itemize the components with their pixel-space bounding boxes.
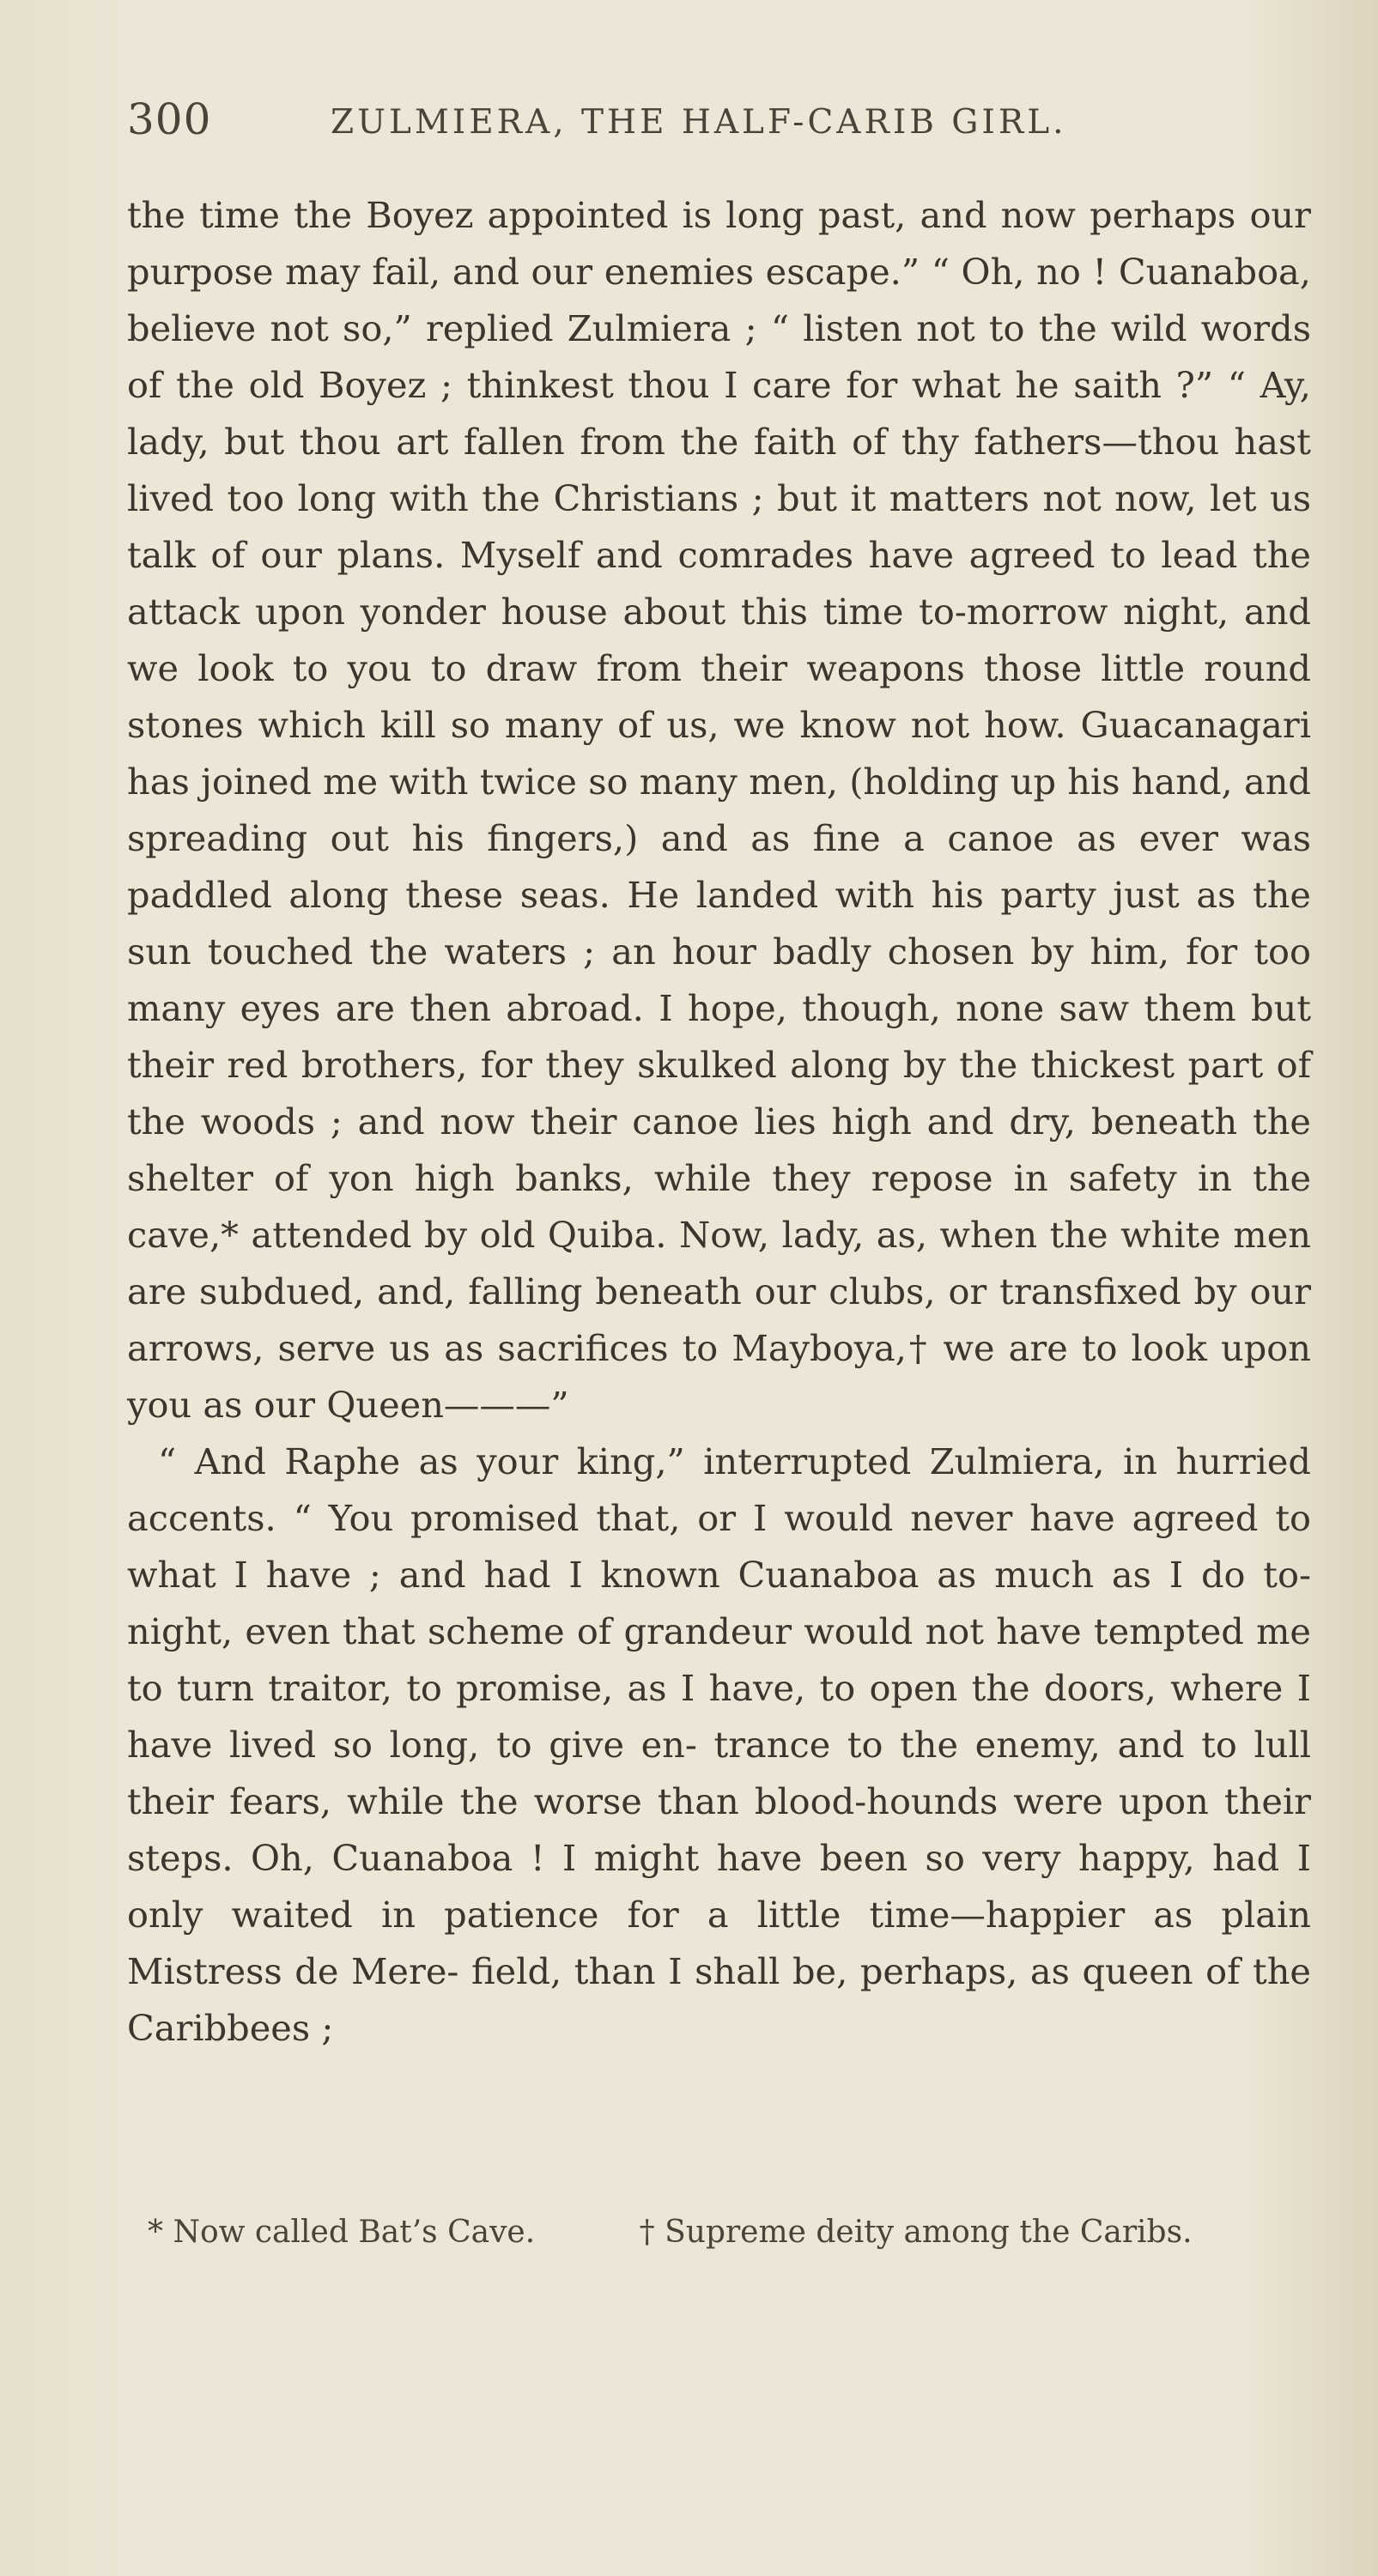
running-title: ZULMIERA, THE HALF-CARIB GIRL. <box>331 103 1067 142</box>
paragraph: the time the Boyez appointed is long past, and now perhaps our purpose may fail, and our enemies escape.” “ Oh, no ! Cuanaboa, believe not so,” replied Zulmiera ; “ listen not to the wild words of the old Boyez ; thinkest thou I care for what he saith ?” “ Ay, lady, but thou art fallen from the faith of thy fathers—thou hast lived too long with the Christians ; but it matters not now, let us talk of our plans. Myself and comrades have agreed to lead the attack upon yonder house about this time to-morrow night, and we look to you to draw from their weapons those little round stones which kill so many of us, we know not how. Guacanagari has joined me with twice so many men, (holding up his hand, and spreading out his fingers,) and as fine a canoe as ever was paddled along these seas. He landed with his party just as the sun touched the waters ; an hour badly chosen by him, for too many eyes are then abroad. I hope, though, none saw them but their red brothers, for they skulked along by the thickest part of the woods ; and now their canoe lies high and dry, beneath the shelter of yon high banks, while they repose in safety in the cave,* attended by old Quiba. Now, lady, as, when the white men are subdued, and, falling beneath our clubs, or transfixed by our arrows, serve us as sacrifices to Mayboya,† we are to look upon you as our Queen———” <box>127 194 1311 1426</box>
footnote: † Supreme deity among the Caribs. <box>639 2215 1193 2250</box>
page-header <box>127 94 1311 156</box>
footnote: * Now called Bat’s Cave. <box>148 2215 536 2250</box>
body-text <box>127 187 1311 2057</box>
page-number: 300 <box>127 94 212 144</box>
paragraph: “ And Raphe as your king,” interrupted Zulmiera, in hurried accents. “ You promised that, or I would never have agreed to what I have ; and had I known Cuanaboa as much as I do to-night, even that scheme of grandeur would not have tempted me to turn traitor, to promise, as I have, to open the doors, where I have lived so long, to give en- trance to the enemy, and to lull their fears, while the worse than blood-hounds were upon their steps. Oh, Cuanaboa ! I might have been so very happy, had I only waited in patience for a little time—happier as plain Mistress de Mere- field, than I shall be, perhaps, as queen of the Caribbees ; <box>127 1440 1311 2049</box>
footnotes <box>148 2215 1193 2250</box>
